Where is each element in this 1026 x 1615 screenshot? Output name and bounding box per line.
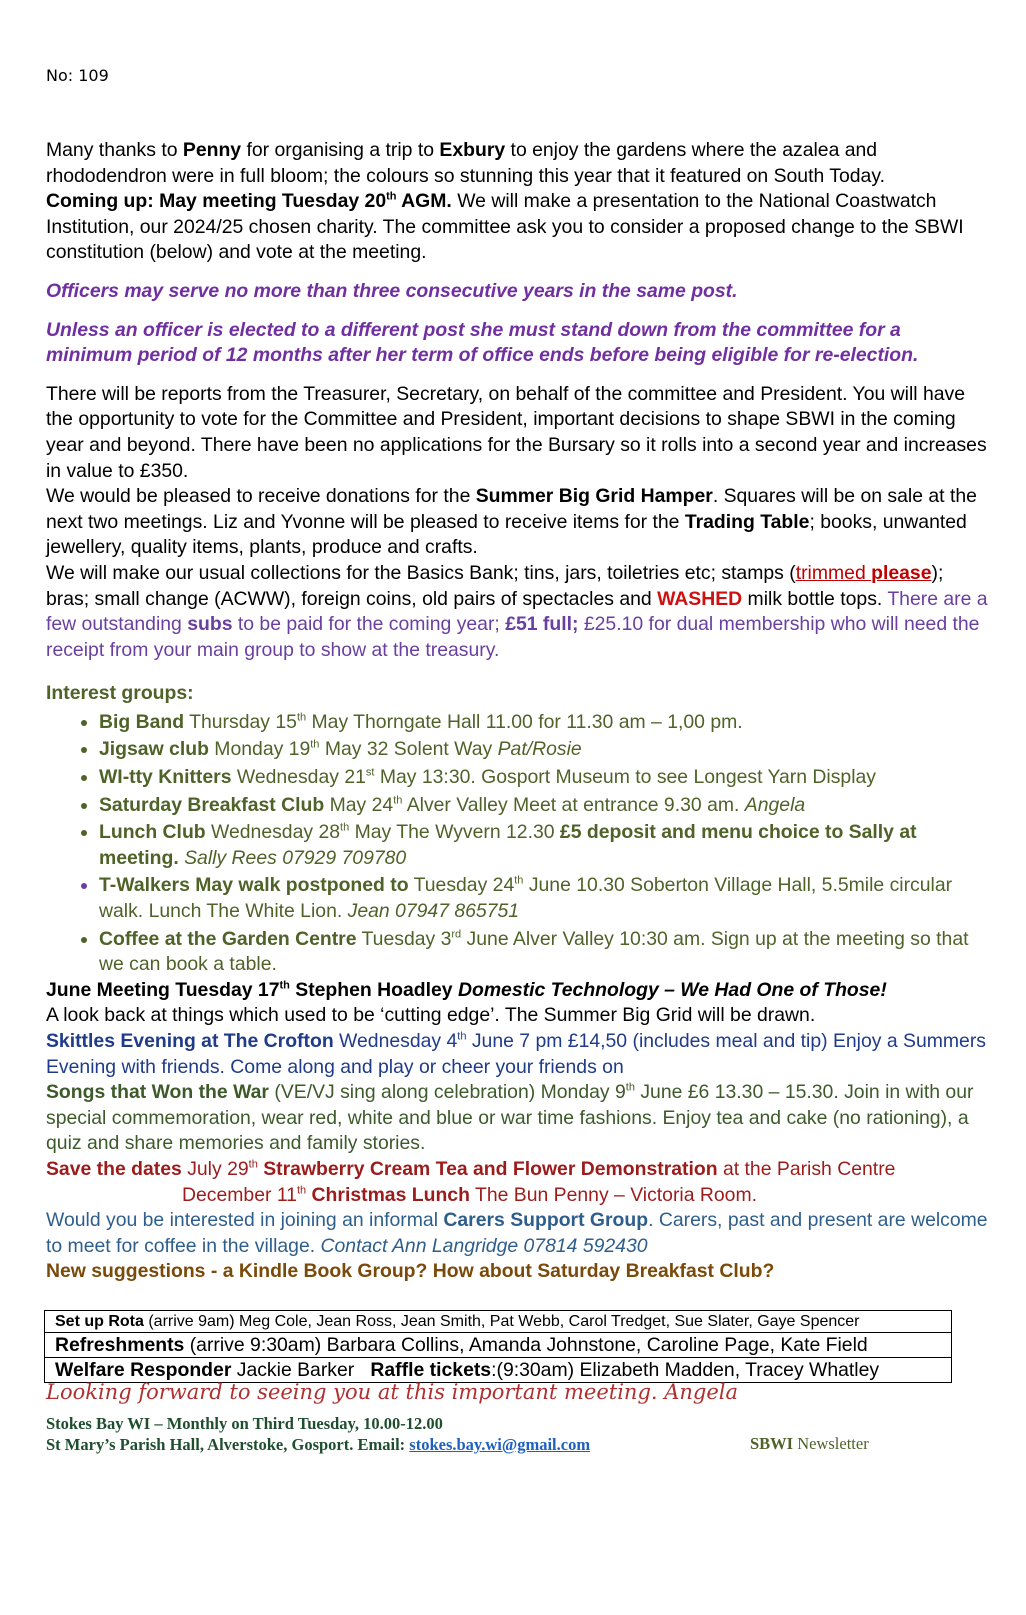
footer: Stokes Bay WI – Monthly on Third Tuesday, 10.00-12.00 St Mary’s Parish Hall, Alverstoke, Gosport. Email: stokes.bay.wi@gmail.com <box>46 1414 591 1454</box>
list-item: • T-Walkers May walk postponed to Tuesday 24th June 10.30 Soberton Village Hall, 5.5mile circular walk. Lunch The White Lion. Jean 07947 865751 <box>99 873 991 924</box>
rota-table <box>44 1310 952 1383</box>
list-item: • Coffee at the Garden Centre Tuesday 3rd June Alver Valley 10:30 am. Sign up at the meeting so that we can book a table. <box>99 927 991 978</box>
newsletter-body <box>46 138 991 1285</box>
list-item: • WI-tty Knitters Wednesday 21st May 13:30. Gosport Museum to see Longest Yarn Display <box>99 765 991 791</box>
constitution-rule-1: Officers may serve no more than three consecutive years in the same post. <box>46 279 738 302</box>
skittles-evening: Skittles Evening at The Crofton Wednesday 4th June 7 pm £14,50 (includes meal and tip) Enjoy a Summers Evening with friends. Come along and play or cheer your friends on <box>46 1030 986 1078</box>
table-row: Refreshments (arrive 9:30am) Barbara Collins, Amanda Johnstone, Caroline Page, Kate Field <box>45 1333 952 1358</box>
reports-paragraph: There will be reports from the Treasurer, Secretary, on behalf of the committee and President. You will have the opportunity to vote for the Committee and President, important decisions to shape SBWI in the coming year and beyond. There have been no applications for the Bursary so it rolls into a second year and increases in value to £350. <box>46 382 987 482</box>
collections-paragraph: We will make our usual collections for the Basics Bank; tins, jars, toiletries etc; stamps (trimmed please); bras; small change (ACWW), foreign coins, old pairs of spectacles and WASHED milk bottle tops. There are a few outstanding subs to be paid for the coming year; £51 full; £25.10 for dual membership who will need the receipt from your main group to show at the treasury. <box>46 561 988 661</box>
interest-groups-heading: Interest groups: <box>46 682 194 705</box>
list-item: • Big Band Thursday 15th May Thorngate Hall 11.00 for 11.30 am – 1,00 pm. <box>99 710 991 736</box>
table-row: Set up Rota (arrive 9am) Meg Cole, Jean Ross, Jean Smith, Pat Webb, Carol Tredget, Sue Slater, Gaye Spencer <box>45 1311 952 1333</box>
new-suggestions: New suggestions - a Kindle Book Group? How about Saturday Breakfast Club? <box>46 1260 775 1283</box>
coming-up: Coming up: May meeting Tuesday 20th AGM. <box>46 190 452 213</box>
songs-event: Songs that Won the War (VE/VJ sing along celebration) Monday 9th June £6 13.30 – 15.30. Join in with our special commemoration, wear red, white and blue or war time fashions. Enjoy tea and cake (no rationing), a quiz and share memories and family stories. <box>46 1081 974 1155</box>
subs-text: There are a few outstanding subs to be paid for the coming year; £51 full; £25.10 for dual membership who will need the receipt from your main group to show at the treasury. <box>46 587 988 661</box>
interest-groups-list <box>46 710 991 978</box>
save-the-dates: Save the dates July 29th Strawberry Cream Tea and Flower Demonstration at the Parish Centre December 11th Christmas Lunch The Bun Penny – Victoria Room. <box>46 1157 896 1206</box>
carers-group: Would you be interested in joining an informal Carers Support Group. Carers, past and present are welcome to meet for coffee in the village. Contact Ann Langridge 07814 592430 <box>46 1209 988 1257</box>
table-row: Welfare Responder Jackie Barker Raffle tickets:(9:30am) Elizabeth Madden, Tracey Whatley <box>45 1358 952 1383</box>
constitution-rule-2: Unless an officer is elected to a different post she must stand down from the committee for a minimum period of 12 months after her term of office ends before being eligible for re-election. <box>46 318 919 367</box>
email-link[interactable]: stokes.bay.wi@gmail.com <box>409 1435 591 1454</box>
newsletter-label: SBWI Newsletter <box>750 1434 869 1453</box>
list-item: • Saturday Breakfast Club May 24th Alver Valley Meet at entrance 9.30 am. Angela <box>99 793 991 819</box>
list-item: • Jigsaw club Monday 19th May 32 Solent Way Pat/Rosie <box>99 737 991 763</box>
please-link: please <box>871 561 932 584</box>
issue-number: No: 109 <box>46 66 109 85</box>
hamper-paragraph: We would be pleased to receive donations for the Summer Big Grid Hamper. Squares will be on sale at the next two meetings. Liz and Yvonne will be pleased to receive items for the Trading Table; books, unwanted jewellery, quality items, plants, produce and crafts. <box>46 485 977 559</box>
june-meeting: June Meeting Tuesday 17th Stephen Hoadley Domestic Technology – We Had One of Those! A look back at things which used to be ‘cutting edge’. The Summer Big Grid will be drawn. <box>46 978 887 1027</box>
list-item: • Lunch Club Wednesday 28th May The Wyvern 12.30 £5 deposit and menu choice to Sally at meeting. Sally Rees 07929 709780 <box>99 820 991 871</box>
intro-paragraph: Many thanks to Penny for organising a trip to Exbury to enjoy the gardens where the azalea and rhododendron were in full bloom; the colours so stunning this year that it featured on South Today. Coming up: May meeting Tuesday 20th AGM. We will make a presentation to the National Coastwatch Institution, our 2024/25 chosen charity. The committee ask you to consider a proposed change to the SBWI constitution (below) and vote at the meeting. <box>46 139 964 264</box>
trimmed-link: trimmed <box>795 561 872 584</box>
signoff: Looking forward to seeing you at this important meeting. Angela <box>46 1380 739 1404</box>
